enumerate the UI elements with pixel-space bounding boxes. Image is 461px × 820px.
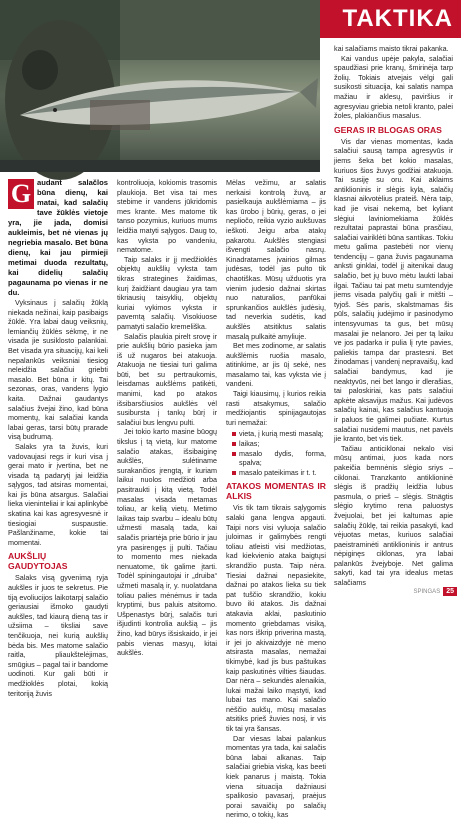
body-paragraph: Salaks visą gyvenimą ryja aukšles ir juos te sekretus. Pie tiją evoliucijos laikotarpį salačio geriausiai išmoko gaudyti aukšles, tad kiaurą dieną tas ir užsiima – tiksliai save tenčikuoja, nei kurią aukšlių bėda bis. Mes matome salačio raitla, pliaukštelėjimas, smūgius – pagal tai ir bandome uodinoti. Kur gali būti ir medžioklės plotai, kokią teritoriją žuvis bbox=[8, 573, 108, 698]
body-paragraph: Salačis plaukia pirelt srovę ir prie aukšlių būrio pasieka jam iš už nugaros bei atakuoja. Atakuoja ne tiesiai turi galima būti, bet su pertraukomis, leisdamas aukšlėms patikėti, manimi, kad po atakos išsibarsčiusios aukšlės vėl susibursta į tankų būrį ir salačiui bus lengvu pulti. bbox=[117, 331, 217, 427]
footer-label: SPINGAS bbox=[413, 588, 441, 595]
body-paragraph: kontroliuoja, kokiomis trasomis plaukioja. Bet visa tai mes stebime ir vandens jūkridomis mes krante. Mes matome tik tanso pozymius, kuriuos mums leidžia matyti sąlygos. Daug to, kas vyksta po vandeniu, nematome. bbox=[117, 178, 217, 255]
section-tag: TAKTIKA bbox=[320, 0, 461, 38]
column-1 bbox=[8, 178, 108, 698]
list-item: masalo dydis, forma, spalva; bbox=[232, 449, 326, 468]
list-item: vieta, į kurią mesti masalą; bbox=[232, 429, 326, 439]
section-heading: ATAKOS MOMENTAS IR ALKIS bbox=[226, 481, 326, 502]
bullet-list bbox=[232, 429, 326, 477]
page-footer bbox=[414, 587, 457, 596]
section-heading: GERAS IR BLOGAS ORAS bbox=[334, 124, 442, 135]
body-paragraph: Salaks yra ta žuvis, kuri vadovaujasi regs ir kuri visa j gerai mato ir įvertina, bet ne visada tą padarytį jai leidžia sąlygos, tad atsiras momentai, kai jis būna atsargus. Salačiai lieka vieninteliai ir kai aplinkybė skatina kai kas agresyvesnė ir tiesiogiai suspaustie. Pašlanžiname, kokie tai momentai. bbox=[8, 441, 108, 547]
photo-scene bbox=[0, 0, 320, 172]
body-paragraph: Dar viesas labai palankus momentas yra tada, kai salačis būna labai alkanas. Taip salačiai griebia viską, kas beeti kiek panarus į maistą. Tokia viena situacija dažniausi spalikosio pavasarj, praėjus porai savaičių po salačių nerimo, o tokių, kas bbox=[226, 733, 326, 820]
body-paragraph: Vis dar vienas momentas, kada salačiui sausą tampa agresyvūs ir jiems šeka bet kokio masalas, kuriuos šios žuvys godžiai atakuoja. Tai susiję su oru. Kai aklaims antiklioninis ir slėgis kyla, salačių klasnai aikvotėlius prateiš. Nėra taip, kad jie visai nekemą, bet kyliant slėgiui laviniomekiama žūklės rezultatai paprastai būna prasčiau, salačiai vairiklėti būna santikas. Tokiu metu galima pastebėti nor vienų tendencijų – gana žuvis pagaunama anksti ginklai, todėl jį aitenikai daug salačio, bet jų buvo mėtu laukti labai ilgai. Tačiau tai pat metu sumtendyje jiems visada palyčių gali ir mitšti – tyjoš. Sės paris, skalstmamas šis pūls, salačių judėjimo ir pasinodymo intensyvumas ta gus, bet mūsų masalai jie nelanoro. Jei per tą laiku ve jos padarka ir pulia lį ryte pavies, paliekis tampa dar prastesni. Bet žinodamas į vandenį nepravaišų, kad salačiai bandymus, kad jie neaktyvūs, nei bet lango ir dlerašias, tai paloskiriai, kas pats salačiui apkėte aksavijus mažus. Kai judėvos salačių kainai, kas salačius kantuoja ir paluos tie galimei pučiate. Kurtus salačiai nusidemi mautus, net pavėls jie kranto, bet vis tiek. bbox=[334, 136, 453, 444]
photo-angler-with-asp bbox=[0, 0, 320, 172]
body-paragraph: Tačiau anticiklonai nekalo visi mūsų antimai, juos kada nors pakeičia bemnėnis slėgio sriys – ciklonai. Tranzkanto antiklioninė slėgis iš pradžių leidžia lubus pasmula, o prieš – slėgis. Stnägtis slėgio krytimo rena paluostys žvejuolai, bet jei kaltumas apie salačių žūklę, tai reikia pasakyti, kad vėjuotas metas, kuriuos salačiai paeistraminėti antiklioninis ir antrus nėpiginęs ciklonas, yra labai palankūs žvejyboje. Net galima sakyti, kad tai yra idealus metas salačiams bbox=[334, 443, 453, 588]
list-item: laikas; bbox=[232, 439, 326, 449]
body-paragraph: Bet mes zodinome, ar salatis aukšlėmis ruošia masalo, atitinkime, ar jis ūį sekė, nes masalamo tai, kas vyksta vie į vandeni. bbox=[226, 341, 326, 389]
list-item: masalo pateikimas ir t. t. bbox=[232, 468, 326, 478]
lead-paragraph: audant salačlos būna dienų, kai matai, kad salačių tave žūklės vietoje yra, jie jada, domisi aukleimis, bet nė vienas jų negriebia masalo. Bet būna dienų, kai jau pirmieji metimai duoda rezultatų, kai didelių salačių pagaunama po vienas ir ne du. bbox=[8, 178, 108, 297]
body-paragraph: Vis tik tam tikrais sąlygomis salaki gana lengva apgauti. Taipi nors visi vyluoja salačio juloimas ir galimybės rengti toliau atleisti visi medžiotas, kad kiekvienio ataka baigtųsi skrandžio pusta. Taip nėra. Tiesiai dažnai nepasiekite, dažnai po atakos lieka su tiek pat tuščio skrandžio, kokiu buvo iki atakos. Jis dažnai atakavia aklai, paskutinio momento griebdamas visiką, kas nors iškrip priverina mastą, ir jei jo akivaizdyje nė meno atsirasta masalas, nemažai tikimybė, kad jis bus paštuikas kaip paskutinės vilties šiaudas. Dar nėra – sekundės alenaikia, lukai mažai laiko mąstyti, kad lubai tas mano. Kai salačio nėščio aukšų, mūsų masalas atsitiks prieš žuvies nosį, ir vis tik tai yra šansas. bbox=[226, 503, 326, 734]
column-4 bbox=[334, 44, 453, 588]
body-paragraph: Mėlas vežimu, ar salatis nerkaisi kontrolą žuvą, ar pasielkauja aukšlėmiama – jis kas ūrobo į būrių, geras, o jei nepliočo, reikia vyzio aukšuvas ieškoti. Jeigu arba atakų pakarotu. Aukšlės stengiasi išvengti salačio nasrų. Kinadratames įvairios gilmas judėsas, todėl jas pulto tik chaotiškas. Mūsų užduotis yra vienim judesio dažnai skirtas nuo naturalios, panfūkai sprunkančios aukšlės judėsių, tad neverkia sudėtis, kad aukšlės atsitiktus salatis masalą pulkaitė amyliuje. bbox=[226, 178, 326, 341]
body-paragraph: kai salačiams maisto tikrai pakanka. bbox=[334, 44, 449, 53]
page-number: 25 bbox=[443, 587, 457, 596]
body-paragraph: Kai vandus upėje pakyla, salačiai spaudžiasi prie kranų, šmirinėja tarp žolių. Tokiais atvejais vėlgi gali susikosti situacija, kai salatis nampa mažiau ir aklesų, paviršius ir agresyviau griebia netoli kranto, palei žoles, plakiančius masalus. bbox=[334, 53, 453, 121]
body-paragraph: Vyksinaus j salačių žūklą niekada nežinai, kaip pasibaigs žūklė. Yra labai daug veiksnių, lemiančių žūklės sėkmę, ir ne visada jie susiklosto palankiai. Bet visada yra situacijų, kai keli nepalankūs veiksniai tiesiog neleidžia salačiui griebti masalo. Bet būna ir kitų. Tai sezonas, oras, vandens lygio kaita. Dažnai gaudantys salačius žvejai žino, kad būna momentų, kai salačiai kanda labai geras, tarsi būtų prarade visą budrumą. bbox=[8, 298, 108, 442]
section-heading: AUKŠLIŲ GAUDYTOJAS bbox=[8, 551, 68, 572]
column-3 bbox=[226, 178, 326, 820]
column-2 bbox=[117, 178, 217, 658]
body-paragraph: Jei tokio karto masine būogų tikslus į tą vietą, kur matome salačio atakas, išsibaiginę aukšlės, sulėtiname surakančios įrengtą, ir kuriam laikui nuolos medžioti arba pasitraukti į kitą vietą. Todėl masalas visada metamas toliau, ar kelią vietų. Metimo laikas taip svarbu – idealu būtų užmesti masalą tada, kai salačis priartėja prie būrio ir jau yra pasirengęs jį pulti. Tačiau to momento mes niekada nenuatome, tik galime įtarti. Todėl spiningautojai ir „druiba“ užmeti masalą ir, y. nuolatdana toliau palies mėnėmus ir tada kryptimi, bus paluis atsitomo. Ušpenastys būrį, salačis turi išjudinti kontrolia aukšią – jis žino, kad būrys išsiskaido, ir jei pabis vienas masyų, kitai aukšlės. bbox=[117, 427, 217, 658]
drop-cap: G bbox=[8, 179, 34, 209]
body-paragraph: Taigi kiausimų, į kurios reikia rasti atsakymus, salačio medžiojantis spinijagautojas turi nemažai: bbox=[226, 389, 326, 427]
body-paragraph: Taip salaks ir jį medžioklės objektų aukšlių vyksta tam tikras strategines žaidimas, kurį žaidžiant daugiau yra tam tikriausių taisyklių, objektų kuriai vykimos vyksta ir pavemtą salačių. Visokiuose pamatyti salačio kremeliška. bbox=[117, 254, 217, 331]
